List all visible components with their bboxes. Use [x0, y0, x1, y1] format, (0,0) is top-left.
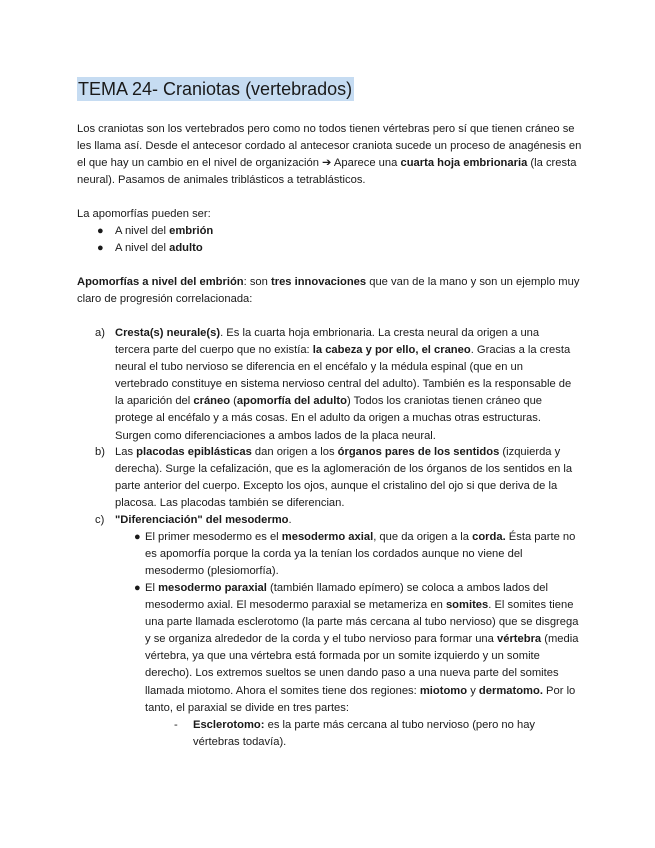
- intro-text-end: (la cresta neural). Pasamos de animales triblásticos a tetrablásticos.: [77, 157, 577, 186]
- item-a-cresta-neural: [115, 325, 577, 445]
- sub-item-bold: corda.: [472, 531, 506, 543]
- item-a-text: ) Todos los craniotas tienen cráneo que protege al encéfalo y a más cosas. En el adulto da origen a muchas otras estructuras. Surgen como diferenciaciones a ambos lados de la placa neural.: [115, 395, 543, 442]
- list-item-adult: [115, 240, 203, 257]
- item-c-term: "Diferenciación" del mesodermo: [115, 514, 289, 526]
- bullet-icon: ●: [97, 225, 104, 237]
- item-a-bold: cráneo: [193, 395, 231, 408]
- item-b-text: Las: [115, 446, 137, 458]
- item-marker-a: a): [95, 327, 105, 339]
- embryo-bold: tres innovaciones: [270, 276, 367, 288]
- list-item-bold: embrión: [169, 225, 214, 237]
- item-b-placodas: [115, 444, 577, 512]
- sub-item-text: (también llamado epímero) se coloca a ambos lados del mesodermo axial. El mesodermo paraxial se metameriza en: [145, 582, 548, 612]
- sub-item-bold: somites: [445, 599, 489, 612]
- dash-item-esclerotomo: [193, 717, 578, 751]
- item-c-text: .: [288, 514, 292, 526]
- sub-item-bold: vértebra: [497, 633, 542, 646]
- item-b-term: placodas epiblásticas: [136, 446, 252, 458]
- embryo-text: : son: [243, 276, 271, 288]
- dash-item-text: es la parte más cercana al tubo nervioso (pero no hay vértebras todavía).: [193, 719, 536, 749]
- list-item-prefix: A nivel del: [115, 242, 170, 254]
- sub-bullet-icon: ●: [134, 582, 141, 594]
- item-a-bold: la cabeza y por ello, el craneo: [312, 344, 471, 357]
- sub-item-axial: [145, 529, 581, 580]
- sub-item-text: El primer mesodermo es el: [145, 531, 282, 543]
- list-item-bold: adulto: [169, 242, 203, 254]
- embryo-heading: Apomorfías a nivel del embrión: [77, 276, 244, 288]
- item-b-text: dan origen a los: [251, 446, 338, 458]
- item-marker-b: b): [95, 446, 105, 458]
- embryo-paragraph: [77, 274, 582, 308]
- sub-item-text: . El somites tiene una parte llamada esclerotomo (la parte más cercana al tubo nervioso) que se disgrega y se organiza alrededor de la corda y el tubo nervioso para formar una: [145, 599, 579, 646]
- intro-paragraph: [77, 121, 582, 189]
- sub-item-bold: mesodermo paraxial: [158, 582, 267, 594]
- intro-bold-term: cuarta hoja embrionaria: [400, 157, 528, 169]
- item-a-bold: apomorfía del adulto: [236, 395, 347, 408]
- item-a-text: . Gracias a la cresta neural el tubo nervioso se diferencia en el encéfalo y la médula espinal (que en un vertebrado constituye en sistema nervioso central del adulto). También es la responsable de la aparición del: [115, 344, 572, 408]
- sub-item-text: y: [467, 684, 479, 697]
- item-a-text: (: [230, 395, 237, 408]
- item-marker-c: c): [95, 514, 105, 526]
- sub-item-bold: miotomo: [419, 684, 468, 697]
- intro-text: Los craniotas son los vertebrados pero como no todos tienen vértebras pero sí que tienen cráneo se les llama así. Desde el antecesor cordado al antecesor craniota sucede un proceso de anagénesis en el que hay un cambio en el nivel de organización ➔ Aparece una: [77, 123, 582, 169]
- page-title: TEMA 24- Craniotas (vertebrados): [78, 79, 353, 99]
- list-item-prefix: A nivel del: [115, 225, 170, 237]
- sub-item-text: Ésta parte no es apomorfía porque la corda ya la tenían los cordados aunque no viene del mesodermo (plesiomorfía).: [145, 531, 576, 578]
- apomorphy-intro: La apomorfías pueden ser:: [77, 208, 211, 220]
- item-c-mesodermo: [115, 512, 577, 529]
- sub-item-bold: dermatomo.: [478, 684, 543, 697]
- sub-item-text: , que da origen a la: [373, 531, 473, 543]
- list-item-embryo: [115, 223, 213, 240]
- item-b-bold: órganos pares de los sentidos: [337, 446, 500, 458]
- item-a-text: . Es la cuarta hoja embrionaria. La cresta neural da origen a una tercera parte del cuerpo que no existía:: [115, 327, 540, 357]
- item-a-term: Cresta(s) neurale(s): [115, 327, 221, 339]
- dash-marker: -: [174, 719, 178, 731]
- sub-bullet-icon: ●: [134, 531, 141, 543]
- bullet-icon: ●: [97, 242, 104, 254]
- sub-item-text: El: [145, 582, 159, 594]
- sub-item-text: (media vértebra, ya que una vértebra está formada por un somite izquierdo y un somite derecho). Los extremos sueltos se unen dando paso a una nueva parte del somites llamada miotomo. Ahora el somites tiene dos regiones:: [145, 633, 579, 697]
- sub-item-text: Por lo tanto, el paraxial se divide en tres partes:: [145, 684, 576, 714]
- dash-item-term: Esclerotomo:: [193, 719, 265, 731]
- sub-item-paraxial: [145, 580, 581, 717]
- sub-item-bold: mesodermo axial: [281, 531, 374, 543]
- item-b-text: (izquierda y derecha). Surge la cefalización, que es la aglomeración de los órganos de los sentidos en la parte anterior del cuerpo. Excepto los ojos, aunque el cristalino del ojo si que deriva de la placosa. Las placodas también se diferencian.: [115, 446, 573, 510]
- embryo-text-end: que van de la mano y son un ejemplo muy claro de progresión correlacionada:: [77, 276, 580, 305]
